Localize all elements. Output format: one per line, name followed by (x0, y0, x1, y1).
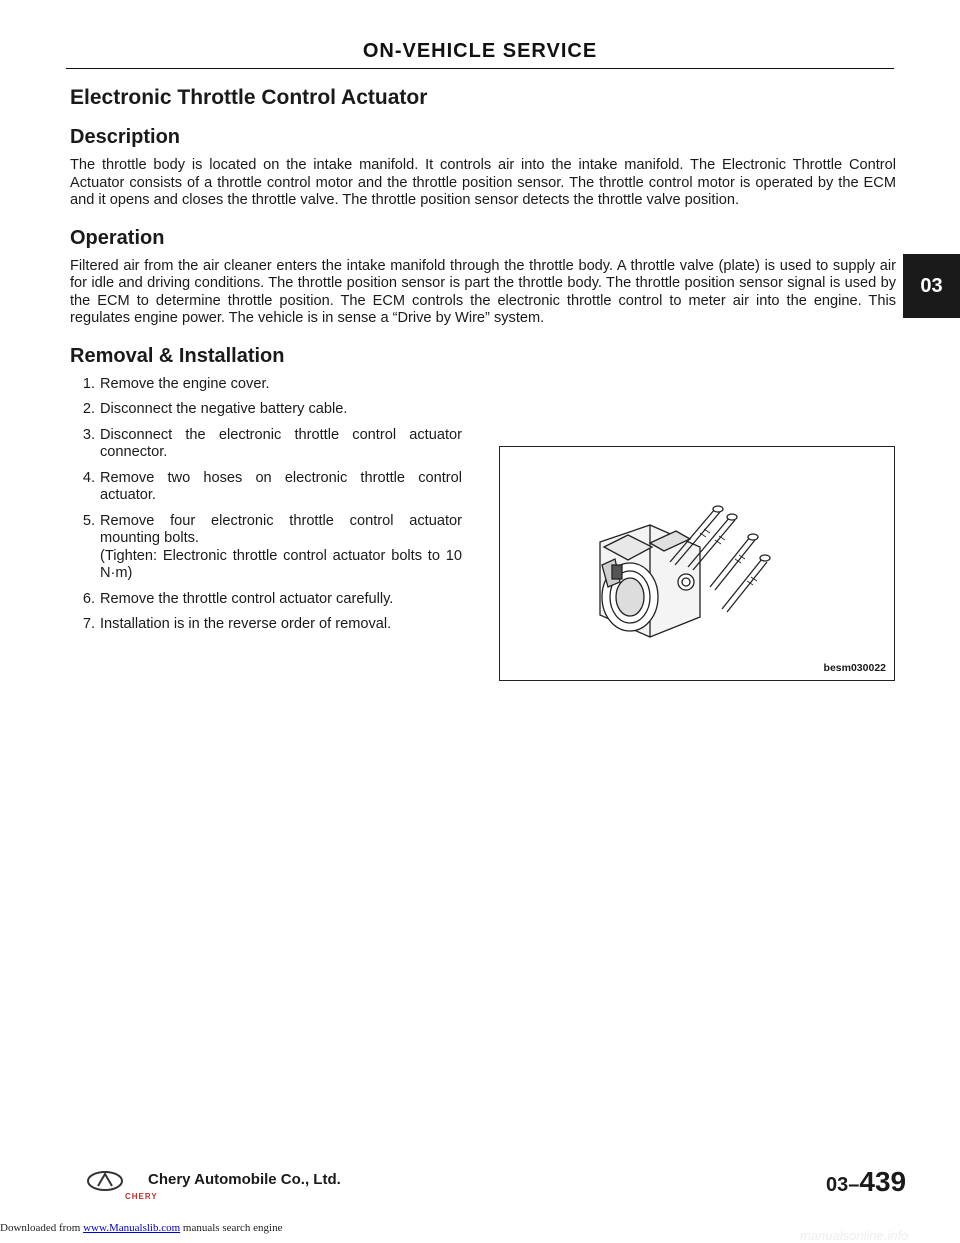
step-item (70, 376, 462, 394)
removal-steps (70, 376, 462, 634)
manualslib-link[interactable]: www.Manualslib.com (83, 1222, 181, 1234)
step-item (70, 513, 462, 583)
step-number: 5. (82, 512, 95, 529)
step-item (70, 616, 462, 634)
page-number-value: 439 (859, 1166, 907, 1197)
step-item (70, 591, 462, 609)
step-number: 1. (82, 375, 95, 392)
section-tab: 03 (903, 254, 960, 318)
step-number: 3. (82, 426, 95, 443)
chery-logo-icon (86, 1170, 124, 1192)
step-text: Remove the engine cover. (100, 375, 270, 392)
download-prefix: Downloaded from (0, 1222, 84, 1234)
step-number: 6. (82, 590, 95, 607)
operation-text: Filtered air from the air cleaner enters the intake manifold through the throttle body. A throttle valve (plate) is used to supply air for idle and driving conditions. The throttle position sensor is part the throttle body. The throttle position sensor signal is used by the ECM to determine throttle position. The ECM controls the electronic throttle control to meter air into the engine. This regulates engine power. The vehicle is in sense a “Drive by Wire” system. (70, 257, 896, 326)
step-item (70, 427, 462, 462)
page-prefix: 03– (826, 1174, 860, 1196)
company-name: Chery Automobile Co., Ltd. (148, 1171, 341, 1188)
throttle-body-figure (499, 446, 895, 681)
download-suffix: manuals search engine (180, 1222, 283, 1234)
description-heading: Description (70, 126, 181, 148)
step-number: 4. (82, 469, 95, 486)
step-number: 2. (82, 401, 95, 417)
removal-heading: Removal & Installation (70, 344, 285, 367)
step-text: Remove two hoses on electronic throttle control actuator. (100, 469, 462, 503)
step-text: Disconnect the negative battery cable. (100, 401, 348, 417)
operation-heading: Operation (70, 226, 165, 249)
download-watermark (0, 1222, 282, 1234)
step-item (70, 401, 462, 419)
page-title: Electronic Throttle Control Actuator (70, 86, 428, 109)
step-text: Remove the throttle control actuator carefully. (100, 590, 394, 607)
page-header-title: ON-VEHICLE SERVICE (362, 40, 598, 62)
step-item (70, 470, 462, 505)
step-text: Installation is in the reverse order of removal. (100, 616, 392, 632)
figure-caption: besm030022 (823, 662, 886, 674)
page-number (826, 1166, 906, 1198)
step-text: Disconnect the electronic throttle control actuator connector. (100, 426, 462, 460)
brand-mark: CHERY (125, 1192, 158, 1201)
torque-note: (Tighten: Electronic throttle control actuator bolts to 10 N·m) (100, 547, 462, 581)
step-text: Remove four electronic throttle control actuator mounting bolts. (100, 512, 462, 546)
header-divider (66, 68, 894, 69)
throttle-body-illustration (500, 447, 894, 680)
site-watermark: manualsonline.info (800, 1228, 909, 1243)
step-number: 7. (82, 616, 95, 632)
description-text: The throttle body is located on the intake manifold. It controls air into the intake manifold. The Electronic Throttle Control Actuator consists of a throttle control motor and the throttle position sensor. The throttle control motor is operated by the ECM and it opens and closes the throttle valve. The throttle position sensor detects the throttle valve position. (70, 157, 896, 208)
